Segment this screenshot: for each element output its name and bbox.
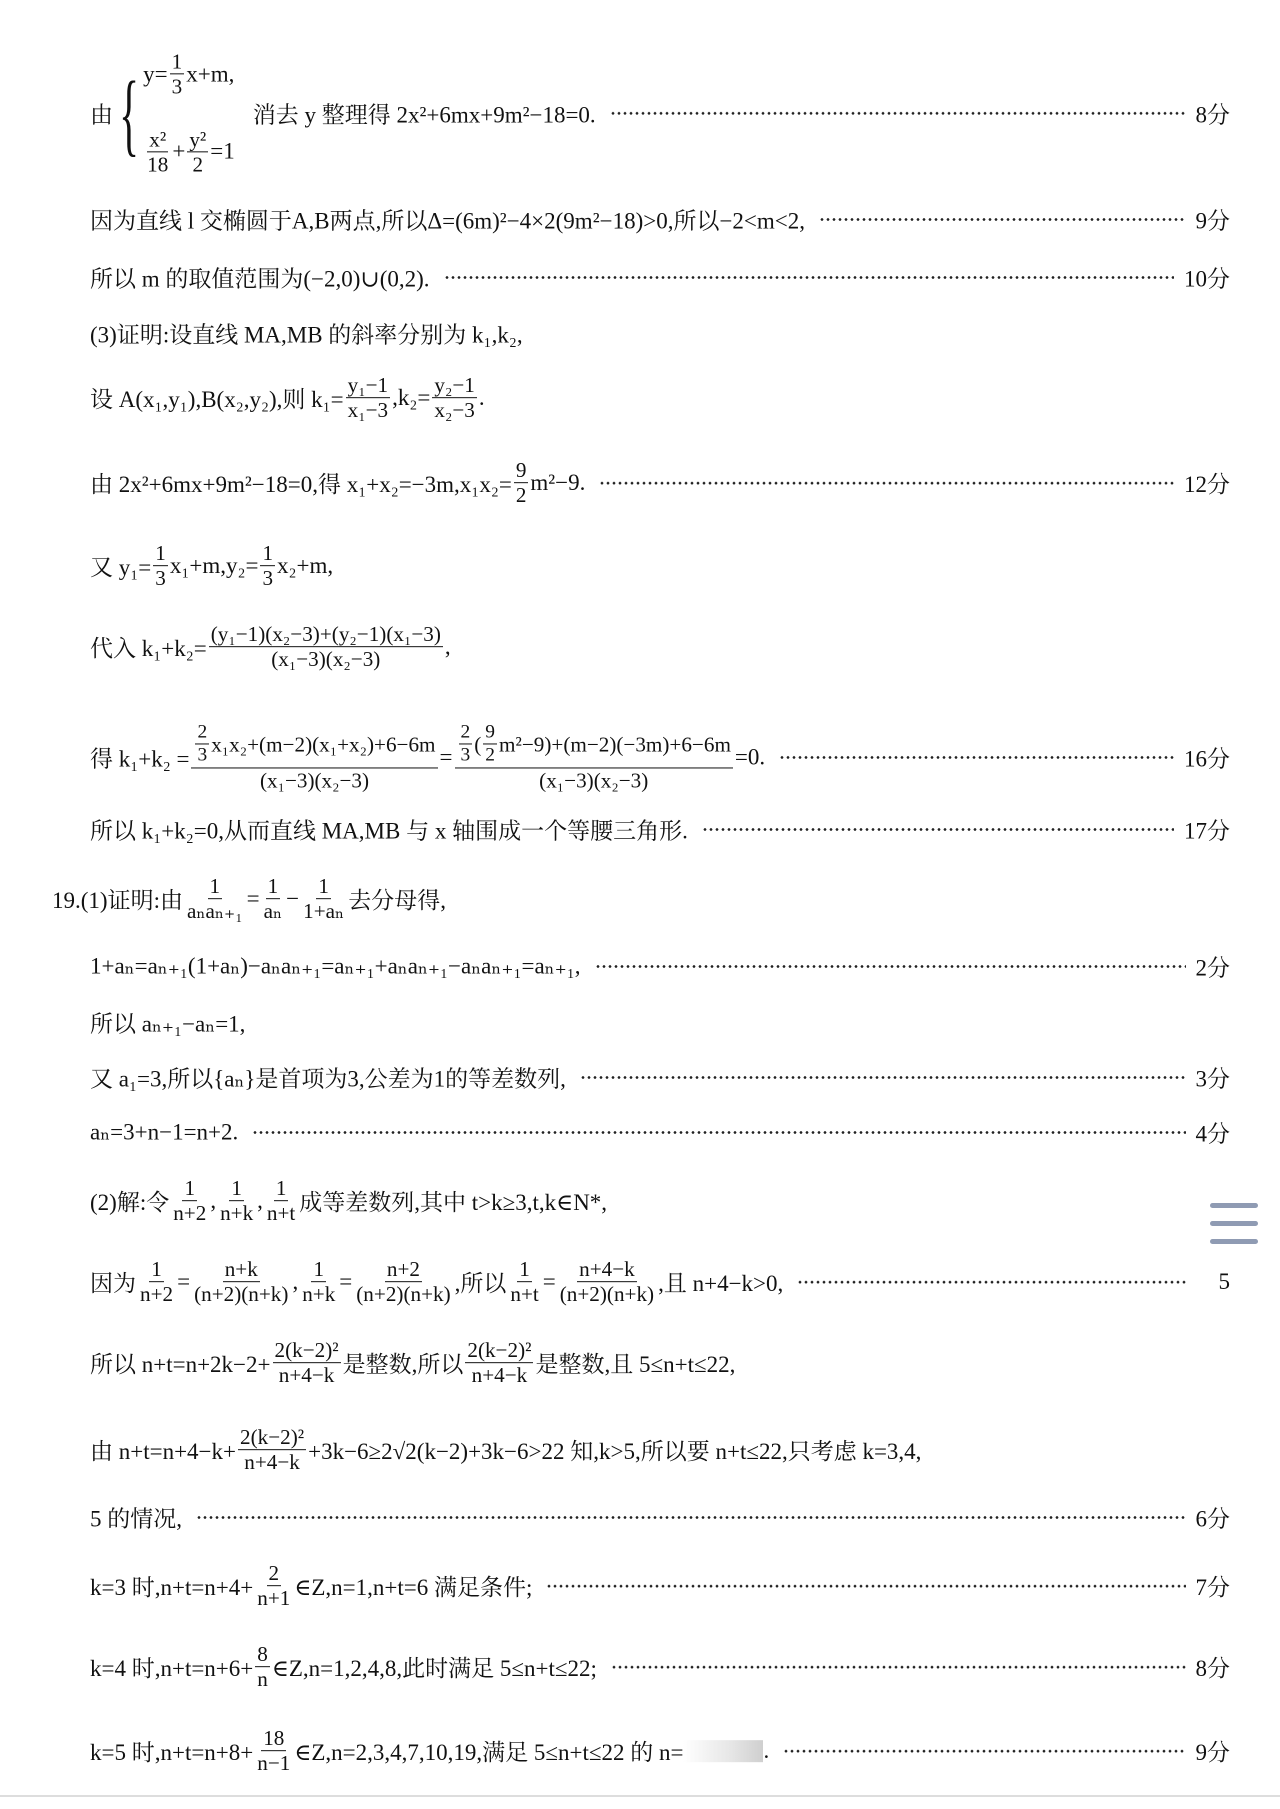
leader-dots <box>779 755 1174 759</box>
math-text: 所以 m 的取值范围为(−2,0)∪(0,2). <box>90 266 430 292</box>
fraction <box>138 1257 175 1307</box>
score-label: 8分 <box>1195 1656 1230 1682</box>
fraction-denominator <box>138 1283 175 1307</box>
math-text: n−1 <box>257 1751 291 1776</box>
fraction-numerator <box>459 721 473 744</box>
math-text: 2 <box>192 152 204 177</box>
math-text: 1+aₙ=aₙ₊₁(1+aₙ)−aₙaₙ₊₁=aₙ₊₁+aₙaₙ₊₁−aₙaₙ₊₁=aₙ₊₁, <box>90 953 581 978</box>
math-text: 设 A(x₁,y₁),B(x₂,y₂),则 k₁= <box>90 387 344 413</box>
score-label: 12分 <box>1184 472 1230 498</box>
fraction-numerator <box>267 1561 282 1586</box>
fraction-denominator <box>145 152 170 176</box>
fraction-numerator <box>266 874 281 899</box>
fraction <box>153 541 168 591</box>
math-text: 9 <box>515 458 527 483</box>
fraction-denominator <box>153 567 168 591</box>
leader-dots <box>580 1075 1186 1079</box>
solution-line <box>90 1257 1230 1307</box>
math-text: 所以 n+t=n+2k−2+ <box>90 1352 271 1378</box>
math-text: k=5 时,n+t=n+8+ <box>90 1740 254 1766</box>
math-text: (x₁−3)(x₂−3) <box>539 768 649 793</box>
fraction-denominator <box>255 1752 292 1776</box>
fraction-denominator <box>346 399 390 423</box>
math-text: 18 <box>263 1726 285 1751</box>
leader-dots <box>196 1515 1186 1519</box>
line-content <box>90 622 451 672</box>
fraction-denominator <box>185 900 245 924</box>
math-text: 得 k₁+k₂ = <box>90 746 190 772</box>
score-label: 16分 <box>1184 746 1230 772</box>
score-label: 5 <box>1218 1269 1230 1294</box>
fraction-numerator <box>514 458 529 483</box>
math-text: n+k <box>220 1201 254 1226</box>
fraction-denominator <box>277 1364 337 1388</box>
math-text: = <box>439 743 453 769</box>
solution-line <box>90 1006 1230 1039</box>
math-text: (3)证明:设直线 MA,MB 的斜率分别为 k₁,k₂, <box>90 322 523 348</box>
math-text: x₁−3 <box>347 398 389 423</box>
fraction <box>459 721 473 767</box>
fraction <box>514 458 529 508</box>
solution-line <box>52 874 1230 924</box>
solution-line <box>90 203 1230 236</box>
math-text: n+1 <box>257 1586 291 1611</box>
math-text: n+t <box>510 1282 539 1307</box>
math-text: 2(k−2)² <box>240 1425 305 1450</box>
fraction-denominator <box>258 768 371 792</box>
score-label: 8分 <box>1195 102 1230 128</box>
fraction-numerator <box>191 721 437 768</box>
score-label: 7分 <box>1195 1575 1230 1601</box>
line-content <box>90 1257 783 1307</box>
math-text: 1 <box>209 874 221 899</box>
math-text: + <box>172 138 186 164</box>
score-label: 17分 <box>1184 818 1230 844</box>
solution-line <box>90 541 1230 591</box>
math-text: 所以 aₙ₊₁−aₙ=1, <box>90 1011 246 1037</box>
fraction <box>185 874 245 924</box>
math-text: 成等差数列,其中 t>k≥3,t,k∈N*, <box>299 1190 608 1216</box>
math-text: =0. <box>734 743 766 769</box>
math-text: (n+2)(n+k) <box>194 1282 289 1307</box>
math-text: x+m, <box>186 61 235 87</box>
fraction-numerator <box>465 1338 533 1363</box>
fraction <box>465 1338 533 1388</box>
fraction-denominator <box>508 1283 540 1307</box>
fraction-numerator <box>187 127 208 152</box>
leader-dots <box>610 111 1186 115</box>
fraction-numerator <box>153 541 168 566</box>
fraction-numerator <box>455 721 733 768</box>
math-text: 3 <box>460 744 471 766</box>
fraction-numerator <box>316 874 331 899</box>
solution-line <box>90 721 1230 792</box>
math-text: n+2 <box>173 1201 207 1226</box>
line-content <box>90 49 596 176</box>
math-text: aₙaₙ₊₁ <box>186 899 243 924</box>
fraction-denominator <box>558 1283 656 1307</box>
math-text: 2 <box>197 721 208 743</box>
solution-line <box>90 1561 1230 1611</box>
math-text: n+k <box>224 1257 258 1282</box>
fraction-numerator <box>182 1176 197 1201</box>
fraction-numerator <box>260 541 275 566</box>
fraction-numerator <box>273 1338 341 1363</box>
math-text: 因为直线 l 交椭圆于A,B两点,所以Δ=(6m)²−4×2(9m²−18)>0,所以−2<m<2, <box>90 208 805 234</box>
fraction-denominator <box>432 399 476 423</box>
fraction <box>187 127 208 177</box>
leader-dots <box>252 1130 1185 1134</box>
math-text: 2 <box>268 1561 280 1586</box>
math-text: , <box>257 1188 263 1213</box>
math-text: (n+2)(n+k) <box>356 1282 451 1307</box>
equation-system <box>113 49 253 176</box>
math-text: 是整数,所以 <box>342 1352 464 1378</box>
solution-line <box>90 1726 1230 1776</box>
fraction-numerator <box>346 373 390 398</box>
line-content <box>90 458 585 508</box>
fraction-numerator <box>147 127 168 152</box>
fraction-denominator <box>190 152 205 176</box>
fraction-denominator <box>170 75 185 99</box>
line-content <box>90 1006 245 1039</box>
solution-line <box>90 813 1230 846</box>
math-text: = <box>246 886 260 911</box>
math-text: 1 <box>155 541 166 566</box>
math-text: 由 2x²+6mx+9m²−18=0,得 x₁+x₂=−3m,x₁x₂= <box>90 472 512 498</box>
math-text: aₙ=3+n−1=n+2. <box>90 1119 239 1144</box>
math-text: (n+2)(n+k) <box>559 1282 655 1307</box>
solution-line <box>90 950 1230 983</box>
math-text: aₙ <box>263 899 283 924</box>
solution-line <box>90 458 1230 508</box>
fraction <box>145 127 170 177</box>
math-text: , <box>444 634 451 659</box>
math-text: 1 <box>184 1176 196 1201</box>
math-text: +3k−6≥2√2(k−2)+3k−6>22 知,k>5,所以要 n+t≤22,只考虑 k=3,4, <box>308 1439 922 1465</box>
solution-line <box>90 1642 1230 1692</box>
math-text: 3 <box>155 566 166 591</box>
fraction <box>432 373 476 423</box>
math-text: 去分母得, <box>348 888 446 914</box>
math-text: = <box>177 1269 191 1294</box>
math-text: ∈Z,n=2,3,4,7,10,19,满足 5≤n+t≤22 的 n= <box>294 1740 684 1766</box>
fraction-numerator <box>517 1257 532 1282</box>
leader-dots <box>702 827 1174 831</box>
fraction-denominator <box>470 1364 530 1388</box>
fraction-denominator <box>192 1283 290 1307</box>
math-text: n+4−k <box>471 1363 528 1388</box>
fraction <box>455 721 733 792</box>
fraction <box>508 1257 540 1307</box>
line-content <box>90 1726 769 1776</box>
math-text: y₁−1 <box>347 373 389 398</box>
math-text: 19.(1)证明:由 <box>52 888 183 914</box>
leader-dots <box>611 1665 1186 1669</box>
line-content <box>90 1119 238 1145</box>
fraction-numerator <box>208 874 223 899</box>
line-content <box>90 317 523 350</box>
math-text: n+4−k <box>278 1363 335 1388</box>
fraction-numerator <box>209 622 443 647</box>
leader-dots <box>444 275 1174 279</box>
math-text: 2(k−2)² <box>274 1338 339 1363</box>
math-text: ,k₂= <box>392 385 431 410</box>
system-equations <box>143 49 235 176</box>
math-text: n+2 <box>386 1257 420 1282</box>
math-text: 所以 k₁+k₂=0,从而直线 MA,MB 与 x 轴围成一个等腰三角形. <box>90 818 688 844</box>
leader-dots <box>599 481 1174 485</box>
solution-line <box>90 49 1230 176</box>
line-content <box>90 1061 566 1094</box>
math-text: 3 <box>197 744 208 766</box>
fraction-denominator <box>300 1283 337 1307</box>
math-text: 是整数,且 5≤n+t≤22, <box>535 1352 736 1378</box>
fraction <box>558 1257 656 1307</box>
fraction-denominator <box>195 745 209 767</box>
fraction-denominator <box>262 900 285 924</box>
fraction <box>255 1642 270 1692</box>
fraction-numerator <box>149 1257 164 1282</box>
math-text: y² <box>189 127 207 151</box>
math-text: y= <box>143 61 168 87</box>
left-brace: { <box>119 62 140 164</box>
solution-line <box>90 1425 1230 1475</box>
fraction-denominator <box>255 1587 292 1611</box>
line-content <box>90 1425 921 1475</box>
math-text: 2 <box>460 721 471 743</box>
math-text: ∈Z,n=1,n+t=6 满足条件; <box>294 1575 533 1601</box>
math-text: 2 <box>485 744 496 766</box>
math-text: 1 <box>318 874 329 899</box>
fraction <box>192 1257 290 1307</box>
math-text: (x₁−3)(x₂−3) <box>259 768 370 793</box>
fraction-numerator <box>577 1257 637 1282</box>
math-text: k=4 时,n+t=n+6+ <box>90 1656 254 1682</box>
math-text: 1 <box>275 1176 287 1201</box>
fraction-numerator <box>229 1176 244 1201</box>
score-label: 10分 <box>1184 266 1230 292</box>
fraction <box>260 541 275 591</box>
fraction <box>346 373 390 423</box>
math-text: , <box>292 1269 299 1294</box>
score-label: 9分 <box>1195 1740 1230 1766</box>
redacted-blur <box>683 1740 763 1762</box>
fraction-numerator <box>432 373 476 398</box>
leader-dots <box>797 1280 1186 1284</box>
math-text: = <box>542 1269 556 1294</box>
fraction-numerator <box>261 1726 286 1751</box>
line-content <box>90 721 765 792</box>
fraction-denominator <box>265 1202 297 1226</box>
fraction-numerator <box>223 1257 260 1282</box>
math-text: 1 <box>313 1257 325 1282</box>
fraction <box>301 874 346 924</box>
math-text: ( <box>474 732 482 757</box>
system-prefix: 由 <box>90 102 113 128</box>
math-text: = <box>339 1269 353 1294</box>
math-text: m²−9)+(m−2)(−3m)+6−6m <box>499 732 731 757</box>
math-text: 1 <box>262 541 274 566</box>
math-text: ∈Z,n=1,2,4,8,此时满足 5≤n+t≤22; <box>271 1656 597 1682</box>
score-label: 3分 <box>1195 1066 1230 1092</box>
fraction-numerator <box>195 721 209 744</box>
line-content <box>90 541 333 591</box>
math-text: x₁+m,y₂= <box>169 553 259 578</box>
fraction-numerator <box>311 1257 326 1282</box>
math-text: n+2 <box>140 1282 174 1307</box>
fraction-numerator <box>255 1642 270 1667</box>
math-text: (2)解:令 <box>90 1190 170 1216</box>
fraction-denominator <box>459 745 473 767</box>
solution-line <box>90 1338 1230 1388</box>
math-text: 1 <box>519 1257 530 1282</box>
fraction <box>273 1338 341 1388</box>
math-text: n+t <box>266 1201 296 1226</box>
line-content <box>90 261 430 294</box>
fraction-denominator <box>301 900 346 924</box>
math-text: x₂−3 <box>434 398 475 423</box>
line-content <box>52 874 446 924</box>
math-text: 1 <box>267 874 279 899</box>
line-content <box>90 373 485 423</box>
score-label: 6分 <box>1195 1506 1230 1532</box>
math-text: ,所以 <box>454 1271 507 1297</box>
solution-line <box>90 1176 1230 1226</box>
fraction-numerator <box>170 49 185 74</box>
line-content <box>90 1501 182 1534</box>
system-equation-2 <box>143 127 235 177</box>
fraction <box>218 1176 255 1226</box>
math-text: 1 <box>171 49 183 74</box>
fraction-denominator <box>269 648 382 672</box>
math-text: (x₁−3)(x₂−3) <box>271 647 381 672</box>
fraction-numerator <box>385 1257 422 1282</box>
leader-dots <box>783 1749 1185 1753</box>
fraction-denominator <box>255 1668 270 1692</box>
solution-line <box>90 373 1230 423</box>
solution-line <box>90 261 1230 294</box>
line-content <box>90 953 581 979</box>
divider <box>0 1795 1280 1797</box>
line-content <box>90 1642 597 1692</box>
math-text: 3 <box>262 566 274 591</box>
fraction <box>354 1257 452 1307</box>
math-text: ,且 n+4−k>0, <box>658 1271 784 1297</box>
fraction <box>171 1176 208 1226</box>
solution-line <box>90 317 1230 350</box>
fraction-denominator <box>354 1283 452 1307</box>
math-text: . <box>478 385 485 410</box>
fraction-denominator <box>242 1451 302 1475</box>
fraction <box>255 1726 292 1776</box>
math-text: m²−9. <box>530 470 586 495</box>
line-content <box>90 813 688 846</box>
fraction-denominator <box>537 768 650 792</box>
leader-dots <box>546 1584 1185 1588</box>
leader-dots <box>595 964 1186 968</box>
fraction <box>191 721 437 792</box>
fraction-denominator <box>514 484 529 508</box>
fraction-denominator <box>218 1202 255 1226</box>
math-text: , <box>210 1188 217 1213</box>
math-text: 由 n+t=n+4−k+ <box>90 1439 236 1465</box>
line-content <box>90 1338 735 1388</box>
fraction-denominator <box>260 567 275 591</box>
fraction <box>255 1561 292 1611</box>
leader-dots <box>819 217 1186 221</box>
line-content <box>90 1176 607 1226</box>
math-text: k=3 时,n+t=n+4+ <box>90 1575 254 1601</box>
math-text: (y₁−1)(x₂−3)+(y₂−1)(x₁−3) <box>210 622 441 647</box>
fraction-numerator <box>274 1176 289 1201</box>
math-text: 8 <box>257 1642 268 1667</box>
solution-line <box>90 1501 1230 1534</box>
math-text: 5 的情况, <box>90 1506 182 1532</box>
fraction-numerator <box>238 1425 306 1450</box>
fraction <box>209 622 443 672</box>
math-text: 代入 k₁+k₂= <box>90 636 207 662</box>
math-text: 2 <box>515 483 527 508</box>
math-text: n+k <box>302 1282 336 1307</box>
math-text: 9 <box>485 721 496 743</box>
fraction <box>195 721 209 767</box>
fraction <box>170 49 185 99</box>
score-label: 2分 <box>1195 955 1230 981</box>
math-text: 18 <box>147 152 169 177</box>
solution-line <box>90 1061 1230 1094</box>
fraction <box>265 1176 297 1226</box>
math-text: 1 <box>231 1176 242 1201</box>
line-content <box>90 203 805 236</box>
math-text: 1+aₙ <box>303 899 345 924</box>
fraction-numerator <box>483 721 497 744</box>
math-text: 又 a₁=3,所以{aₙ}是首项为3,公差为1的等差数列, <box>90 1066 566 1092</box>
math-text: 3 <box>171 74 183 99</box>
math-text: =1 <box>210 138 235 164</box>
math-text: . <box>763 1738 770 1763</box>
math-text: 2(k−2)² <box>467 1338 532 1363</box>
score-label: 4分 <box>1195 1121 1230 1147</box>
math-text: x₂+m, <box>277 553 334 578</box>
math-text: 消去 y 整理得 2x²+6mx+9m²−18=0. <box>252 102 596 128</box>
math-text: 1 <box>151 1257 162 1282</box>
math-text: 又 y₁= <box>90 555 152 581</box>
math-text: x² <box>149 127 167 151</box>
fraction <box>238 1425 306 1475</box>
math-text: y₂−1 <box>434 373 475 398</box>
math-text: 因为 <box>90 1271 136 1297</box>
system-equation-1 <box>143 49 235 99</box>
math-text: x₁x₂+(m−2)(x₁+x₂)+6−6m <box>211 732 436 757</box>
math-text: n+4−k <box>579 1257 635 1282</box>
math-text: − <box>286 886 300 911</box>
fraction <box>262 874 285 924</box>
fraction <box>300 1257 337 1307</box>
math-text: n+4−k <box>244 1450 300 1475</box>
math-text: n <box>257 1667 268 1692</box>
solution-line <box>90 1116 1230 1149</box>
fraction-denominator <box>483 745 497 767</box>
solution-line <box>90 622 1230 672</box>
menu-hamburger-icon[interactable] <box>1210 1203 1258 1245</box>
score-label: 9分 <box>1195 208 1230 234</box>
fraction <box>483 721 497 767</box>
line-content <box>90 1561 532 1611</box>
fraction-denominator <box>171 1202 208 1226</box>
